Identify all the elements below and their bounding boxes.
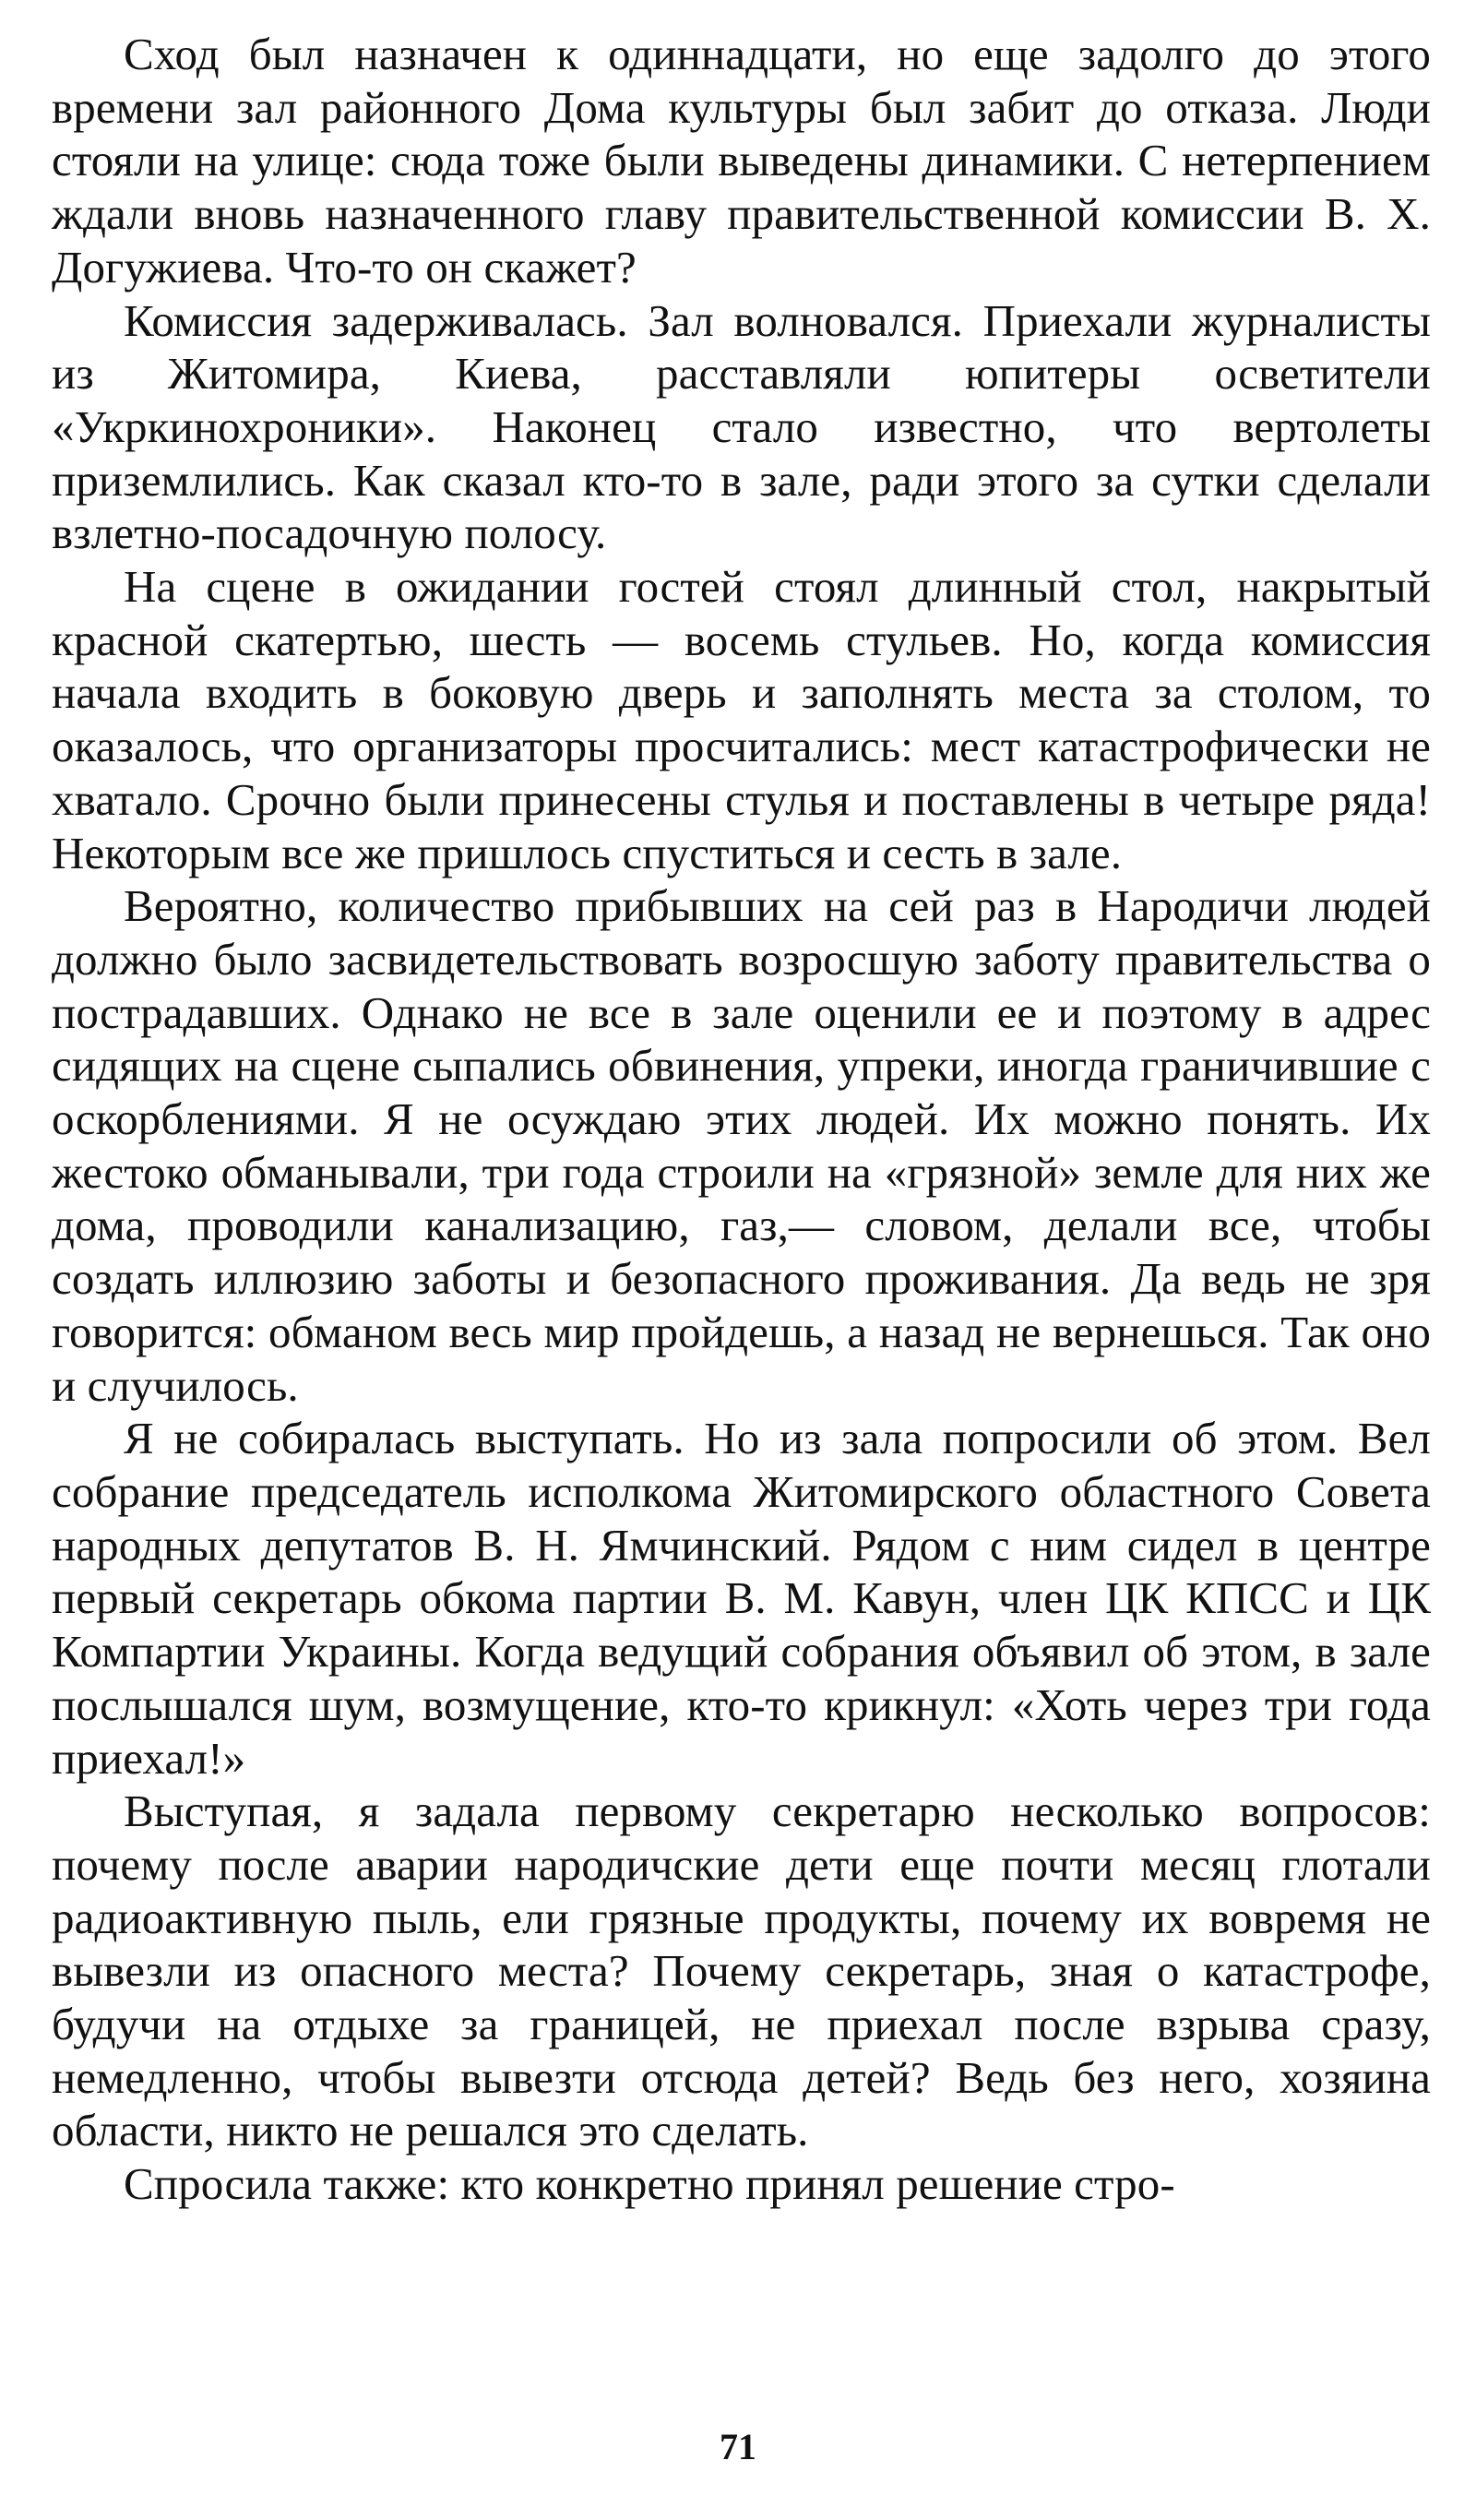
paragraph-4: Вероятно, количество прибывших на сей раз в Народичи людей должно было засвидетельствовать возросшую заботу правительства о пострадавших. Однако не все в зале оценили ее и поэтому в адрес сидящих на сцене сыпались обвинения, упреки, иногда граничившие с оскорблениями. Я не осуждаю этих людей. Их можно понять. Их жестоко обманывали, три года строили на «грязной» земле для них же дома, проводили канализацию, газ,— словом, делали все, чтобы создать иллюзию заботы и безопасного проживания. Да ведь не зря говорится: обманом весь мир пройдешь, а назад не вернешься. Так оно и случилось. — [52, 880, 1431, 1411]
paragraph-7: Спросила также: кто конкретно принял решение стро- — [124, 2158, 1175, 2210]
paragraph-1: Сход был назначен к одиннадцати, но еще задолго до этого времени зал районного Дома культуры был забит до отказа. Люди стояли на улице: сюда тоже были выведены динамики. С нетерпением ждали вновь назначенного главу правительственной комиссии В. Х. Догужиева. Что-то он скажет? — [52, 29, 1431, 293]
paragraph-6: Выступая, я задала первому секретарю несколько вопросов: почему после аварии народичские дети еще почти месяц глотали радиоактивную пыль, ели грязные продукты, почему их вовремя не вывезли из опасного места? Почему секретарь, зная о катастрофе, будучи на отдыхе за границей, не приехал после взрыва сразу, немедленно, чтобы вывезти отсюда детей? Ведь без него, хозяина области, никто не решался это сделать. — [52, 1785, 1431, 2156]
paragraph-3: На сцене в ожидании гостей стоял длинный стол, накрытый красной скатертью, шесть — восемь стульев. Но, когда комиссия начала входить в боковую дверь и заполнять места за столом, то оказалось, что организаторы просчитались: мест катастрофически не хватало. Срочно были принесены стулья и поставлены в четыре ряда! Некоторым все же пришлось спуститься и сесть в зале. — [52, 561, 1431, 878]
page-body — [52, 28, 1431, 2211]
page-number: 71 — [720, 2426, 756, 2467]
paragraph-2: Комиссия задерживалась. Зал волновался. Приехали журналисты из Житомира, Киева, расставляли юпитеры осветители «Укркинохроники». Наконец стало известно, что вертолеты приземлились. Как сказал кто-то в зале, ради этого за сутки сделали взлетно-посадочную полосу. — [52, 294, 1431, 559]
paragraph-5: Я не собиралась выступать. Но из зала попросили об этом. Вел собрание председатель исполкома Житомирского областного Совета народных депутатов В. Н. Ямчинский. Рядом с ним сидел в центре первый секретарь обкома партии В. М. Кавун, член ЦК КПСС и ЦК Компартии Украины. Когда ведущий собрания объявил об этом, в зале послышался шум, возмущение, кто-то крикнул: «Хоть через три года приехал!» — [52, 1413, 1431, 1784]
